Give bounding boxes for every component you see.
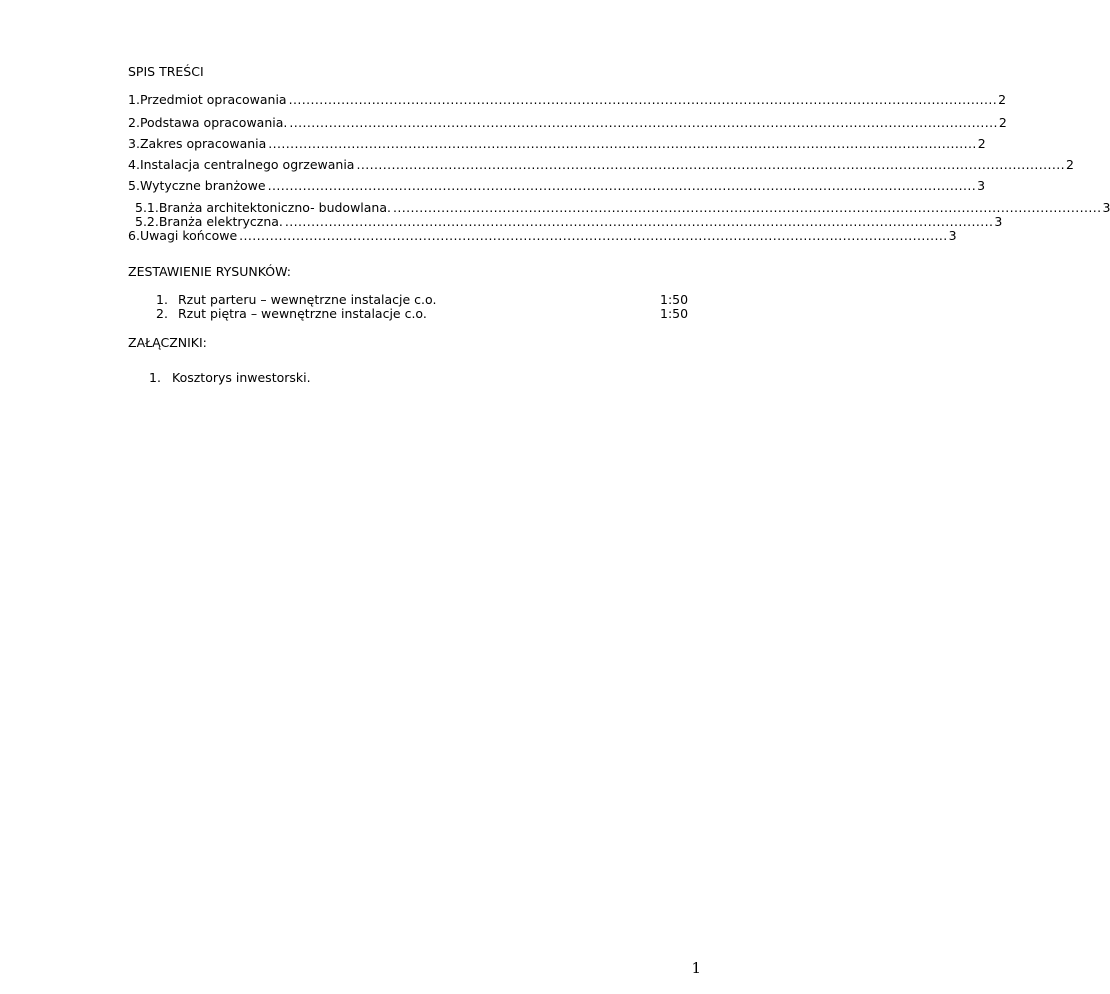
drawing-item bbox=[156, 306, 427, 322]
toc-entry bbox=[128, 92, 1007, 108]
toc-leader-dots: .................................................................................................................................................................. bbox=[289, 115, 998, 130]
toc-leader-dots: .................................................................................................................................................................. bbox=[288, 92, 998, 107]
toc-entry-number: 1. bbox=[128, 92, 140, 107]
page-number: 1 bbox=[691, 959, 701, 977]
toc-leader-dots: .................................................................................................................................................................. bbox=[393, 200, 1102, 215]
toc-entry-title: Instalacja centralnego ogrzewania bbox=[139, 157, 355, 172]
toc-entry-page: 3 bbox=[1102, 200, 1110, 215]
toc-leader-dots: .................................................................................................................................................................. bbox=[239, 228, 948, 243]
toc-entry-title: Branża architektoniczno- budowlana. bbox=[158, 200, 391, 215]
drawing-number: 1. bbox=[156, 292, 168, 307]
toc-entry-number: 5.2. bbox=[135, 214, 159, 229]
toc-entry-page: 3 bbox=[994, 214, 1003, 229]
toc-entry bbox=[128, 157, 1074, 173]
toc-entry-number: 6. bbox=[128, 228, 140, 243]
attachments-heading: ZAŁĄCZNIKI: bbox=[128, 335, 207, 350]
toc-entry-page: 3 bbox=[948, 228, 957, 243]
drawings-heading: ZESTAWIENIE RYSUNKÓW: bbox=[128, 264, 291, 279]
attachment-number: 1. bbox=[149, 370, 161, 385]
toc-entry-title: Zakres opracowania bbox=[139, 136, 267, 151]
toc-entry-page: 3 bbox=[977, 178, 986, 193]
toc-leader-dots: .................................................................................................................................................................. bbox=[284, 214, 994, 229]
toc-entry-page: 2 bbox=[998, 115, 1007, 130]
toc-entry-number: 5.1. bbox=[135, 200, 159, 215]
toc-leader-dots: .................................................................................................................................................................. bbox=[356, 157, 1065, 172]
toc-entry-title: Podstawa opracowania. bbox=[139, 115, 288, 130]
toc-entry-number: 2. bbox=[128, 115, 140, 130]
toc-entry-number: 4. bbox=[128, 157, 140, 172]
toc-heading: SPIS TREŚCI bbox=[128, 64, 204, 79]
drawing-title: Rzut parteru – wewnętrzne instalacje c.o. bbox=[178, 292, 437, 307]
toc-leader-dots: .................................................................................................................................................................. bbox=[267, 178, 977, 193]
toc-entry bbox=[128, 228, 957, 244]
toc-entry-title: Przedmiot opracowania bbox=[139, 92, 287, 107]
toc-entry bbox=[128, 178, 986, 194]
drawing-title: Rzut piętra – wewnętrzne instalacje c.o. bbox=[178, 306, 427, 321]
toc-entry-title: Uwagi końcowe bbox=[139, 228, 238, 243]
toc-entry bbox=[128, 115, 1007, 131]
toc-leader-dots: .................................................................................................................................................................. bbox=[268, 136, 977, 151]
toc-entry-title: Wytyczne branżowe bbox=[139, 178, 266, 193]
toc-entry-number: 3. bbox=[128, 136, 140, 151]
attachment-title: Kosztorys inwestorski. bbox=[172, 370, 311, 385]
drawing-scale: 1:50 bbox=[660, 306, 689, 321]
toc-entry-page: 2 bbox=[1065, 157, 1074, 172]
toc-entry-page: 2 bbox=[998, 92, 1007, 107]
toc-entry-number: 5. bbox=[128, 178, 140, 193]
drawing-number: 2. bbox=[156, 306, 168, 321]
toc-entry bbox=[128, 136, 986, 152]
toc-entry-title: Branża elektryczna. bbox=[158, 214, 283, 229]
attachment-item bbox=[149, 370, 311, 386]
drawing-scale: 1:50 bbox=[660, 292, 689, 307]
toc-entry-page: 2 bbox=[977, 136, 986, 151]
